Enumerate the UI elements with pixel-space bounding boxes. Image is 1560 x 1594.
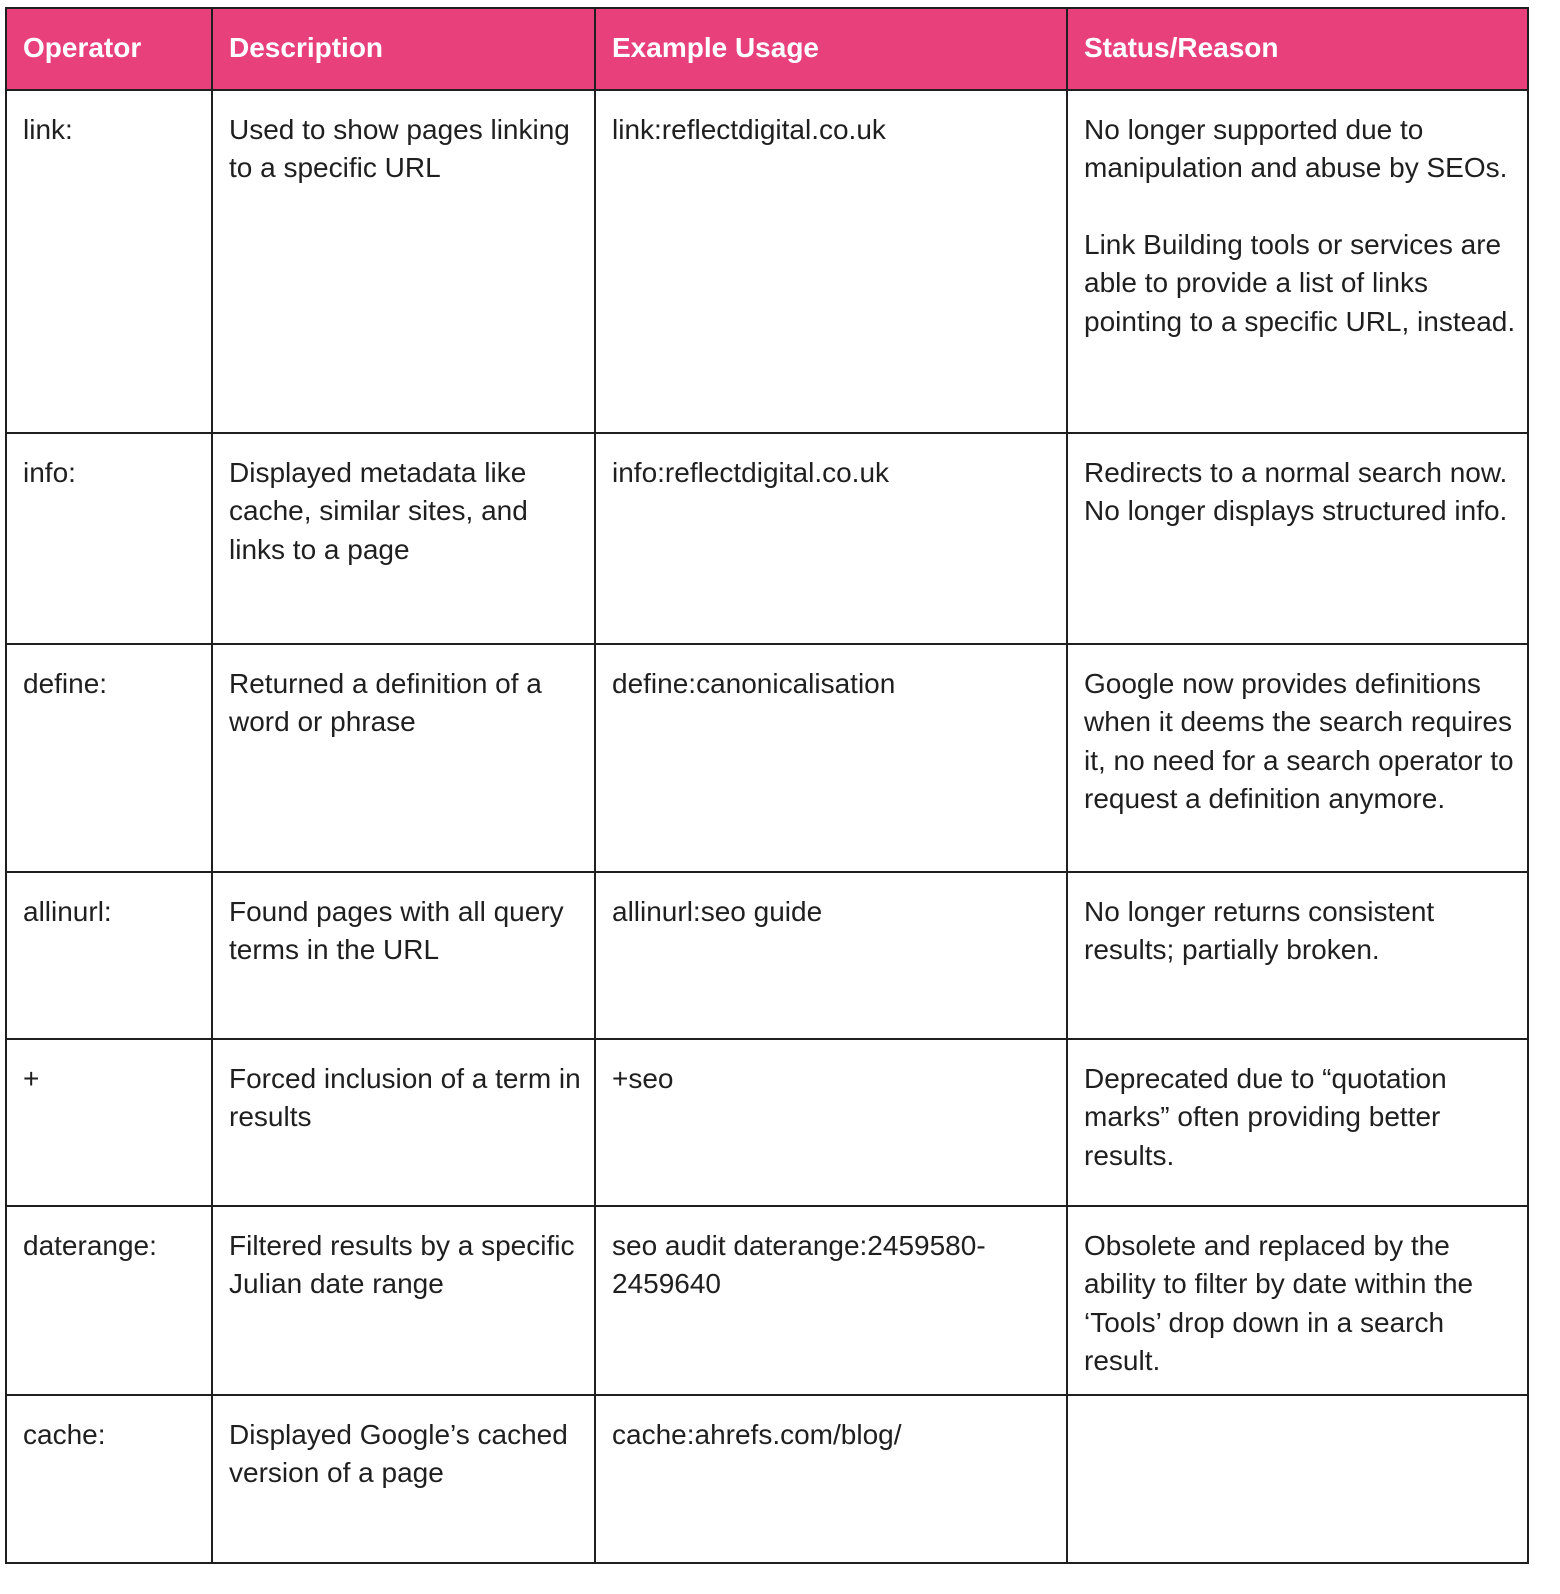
table-row xyxy=(6,872,1528,1039)
table-row xyxy=(6,433,1528,644)
status-text: No longer supported due to manipulation and abuse by SEOs. xyxy=(1084,114,1508,184)
status-cell: Obsolete and replaced by the ability to filter by date within the ‘Tools’ drop down in a search result. xyxy=(1067,1206,1528,1395)
status-cell: Deprecated due to “quotation marks” often providing better results. xyxy=(1067,1039,1528,1206)
description-cell: Forced inclusion of a term in results xyxy=(212,1039,595,1206)
operator-cell: link: xyxy=(6,90,212,433)
status-extra-text: Link Building tools or services are able to provide a list of links pointing to a specific URL, instead. xyxy=(1084,228,1516,337)
example-cell: allinurl:seo guide xyxy=(595,872,1067,1039)
operator-cell: define: xyxy=(6,644,212,872)
operator-cell: allinurl: xyxy=(6,872,212,1039)
header-description: Description xyxy=(212,8,595,90)
example-cell: +seo xyxy=(595,1039,1067,1206)
header-operator: Operator xyxy=(6,8,212,90)
status-cell: Google now provides definitions when it deems the search requires it, no need for a search operator to request a definition anymore. xyxy=(1067,644,1528,872)
header-status-reason: Status/Reason xyxy=(1067,8,1528,90)
example-cell: link:reflectdigital.co.uk xyxy=(595,90,1067,433)
operators-table xyxy=(5,7,1529,1564)
operator-cell: daterange: xyxy=(6,1206,212,1395)
status-cell xyxy=(1067,1395,1528,1563)
description-cell: Filtered results by a specific Julian date range xyxy=(212,1206,595,1395)
table-row xyxy=(6,1206,1528,1395)
description-cell: Displayed metadata like cache, similar sites, and links to a page xyxy=(212,433,595,644)
example-cell: info:reflectdigital.co.uk xyxy=(595,433,1067,644)
operator-cell: cache: xyxy=(6,1395,212,1563)
table-row xyxy=(6,644,1528,872)
description-cell: Used to show pages linking to a specific URL xyxy=(212,90,595,433)
example-cell: seo audit daterange:2459580-2459640 xyxy=(595,1206,1067,1395)
status-cell: Redirects to a normal search now. No longer displays structured info. xyxy=(1067,433,1528,644)
status-cell: No longer returns consistent results; partially broken. xyxy=(1067,872,1528,1039)
description-cell: Found pages with all query terms in the URL xyxy=(212,872,595,1039)
table-row xyxy=(6,90,1528,433)
example-cell: define:canonicalisation xyxy=(595,644,1067,872)
table-row xyxy=(6,1039,1528,1206)
example-cell: cache:ahrefs.com/blog/ xyxy=(595,1395,1067,1563)
operator-cell: + xyxy=(6,1039,212,1206)
operator-cell: info: xyxy=(6,433,212,644)
description-cell: Displayed Google’s cached version of a page xyxy=(212,1395,595,1563)
header-row xyxy=(6,8,1528,90)
table-row xyxy=(6,1395,1528,1563)
status-cell xyxy=(1067,90,1528,433)
description-cell: Returned a definition of a word or phrase xyxy=(212,644,595,872)
header-example-usage: Example Usage xyxy=(595,8,1067,90)
